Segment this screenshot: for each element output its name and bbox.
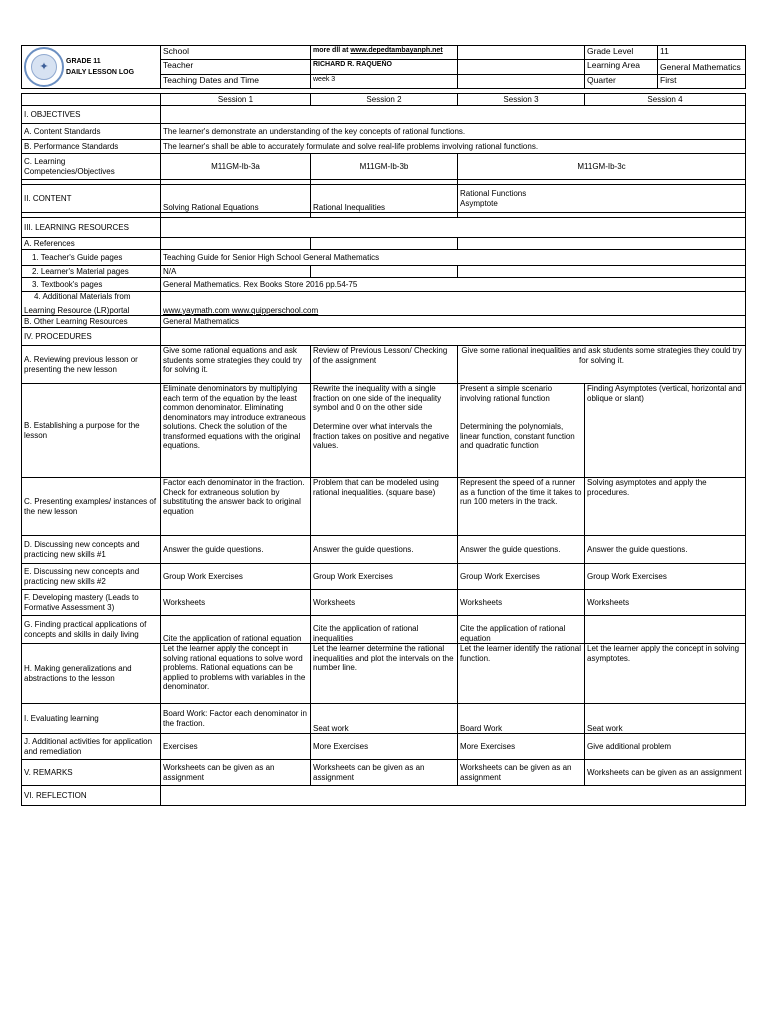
procedures-heading: IV. PROCEDURES <box>22 328 161 346</box>
objectives-heading-row <box>22 106 746 124</box>
header-row-school <box>22 46 746 60</box>
learners-material-label: 2. Learner's Material pages <box>22 266 161 278</box>
procedure-a-row <box>22 346 746 384</box>
grade-level-label: Grade Level <box>585 46 658 60</box>
log-title: DAILY LESSON LOG <box>66 69 135 76</box>
procedure-b-session-4: Finding Asymptotes (vertical, horizontal and oblique or slant) <box>585 384 746 478</box>
procedure-e-label: E. Discussing new concepts and practicing new skills #2 <box>22 564 161 590</box>
textbook-row <box>22 278 746 292</box>
procedure-i-session-1: Board Work: Factor each denominator in the fraction. <box>161 704 311 734</box>
competency-code-1: M11GM-Ib-3a <box>161 154 311 180</box>
school-link[interactable]: www.depedtambayanph.net <box>350 47 443 54</box>
procedure-e-session-1: Group Work Exercises <box>161 564 311 590</box>
references-row <box>22 238 746 250</box>
procedure-e-session-2: Group Work Exercises <box>311 564 458 590</box>
procedure-i-session-4: Seat work <box>585 704 746 734</box>
learners-material-row <box>22 266 746 278</box>
additional-materials-label: 4. Additional Materials from Learning Resource (LR)portal <box>22 292 161 316</box>
resources-heading: III. LEARNING RESOURCES <box>22 218 161 238</box>
reflection-label: VI. REFLECTION <box>22 786 161 806</box>
competency-code-2: M11GM-Ib-3b <box>311 154 458 180</box>
seal-emblem-icon: ✦ <box>31 54 57 80</box>
procedure-h-session-3: Let the learner identify the rational function. <box>458 644 585 704</box>
procedure-i-session-3: Board Work <box>458 704 585 734</box>
procedure-e-session-3: Group Work Exercises <box>458 564 585 590</box>
other-resources-row <box>22 316 746 328</box>
procedure-d-session-1: Answer the guide questions. <box>161 536 311 564</box>
procedure-d-session-4: Answer the guide questions. <box>585 536 746 564</box>
remarks-session-1: Worksheets can be given as an assignment <box>161 760 311 786</box>
other-resources-value: General Mathematics <box>161 316 746 328</box>
procedure-a-session-2: Review of Previous Lesson/ Checking of the assignment <box>311 346 458 384</box>
procedure-a-session-3-4: Give some rational inequalities and ask students some strategies they could try for solving it. <box>458 346 746 384</box>
dates-value: week 3 <box>311 74 458 88</box>
daily-lesson-log <box>21 45 745 806</box>
content-session-3: Rational Functions Asymptote <box>458 185 746 213</box>
content-standards-row <box>22 124 746 140</box>
procedure-a-label: A. Reviewing previous lesson or presenting the new lesson <box>22 346 161 384</box>
content-row <box>22 185 746 213</box>
procedure-f-label: F. Developing mastery (Leads to Formative Assessment 3) <box>22 590 161 616</box>
lesson-log-table <box>21 45 746 806</box>
procedure-d-session-2: Answer the guide questions. <box>311 536 458 564</box>
dates-label: Teaching Dates and Time <box>161 74 311 88</box>
procedure-f-session-2: Worksheets <box>311 590 458 616</box>
textbook-label: 3. Textbook's pages <box>22 278 161 292</box>
learning-area-label: Learning Area <box>585 60 658 74</box>
procedure-g-session-2: Cite the application of rational inequalities <box>311 616 458 644</box>
grade-level-value: 11 <box>658 46 746 60</box>
references-label: A. References <box>22 238 161 250</box>
textbook-value: General Mathematics. Rex Books Store 2016 pp.54-75 <box>161 278 746 292</box>
procedure-i-label: I. Evaluating learning <box>22 704 161 734</box>
procedure-d-label: D. Discussing new concepts and practicing new skills #1 <box>22 536 161 564</box>
teachers-guide-value: Teaching Guide for Senior High School General Mathematics <box>161 250 746 266</box>
procedure-b-session-2: Rewrite the inequality with a single fraction on one side of the inequality symbol and 0 on the other side Determine over what intervals the fraction takes on positive and negative values. <box>311 384 458 478</box>
teacher-value: RICHARD R. RAQUEÑO <box>311 60 458 74</box>
competencies-row <box>22 154 746 180</box>
procedure-e-session-4: Group Work Exercises <box>585 564 746 590</box>
learning-area-value: General Mathematics <box>658 60 746 74</box>
procedure-h-row <box>22 644 746 704</box>
procedure-f-row <box>22 590 746 616</box>
procedure-j-session-3: More Exercises <box>458 734 585 760</box>
session-3-header: Session 3 <box>458 94 585 106</box>
procedure-j-session-4: Give additional problem <box>585 734 746 760</box>
content-standards-label: A. Content Standards <box>22 124 161 140</box>
performance-standards-value: The learner's shall be able to accurately formulate and solve real-life problems involving rational functions. <box>161 140 746 154</box>
objectives-heading: I. OBJECTIVES <box>22 106 161 124</box>
procedure-b-session-3: Present a simple scenario involving rational function Determining the polynomials, linear function, constant function and quadratic function <box>458 384 585 478</box>
grade-title: GRADE 11 <box>66 58 101 65</box>
content-standards-value: The learner's demonstrate an understanding of the key concepts of rational functions. <box>161 124 746 140</box>
procedures-heading-row <box>22 328 746 346</box>
procedure-f-session-3: Worksheets <box>458 590 585 616</box>
quarter-value: First <box>658 74 746 88</box>
performance-standards-label: B. Performance Standards <box>22 140 161 154</box>
procedure-d-session-3: Answer the guide questions. <box>458 536 585 564</box>
procedure-a-session-1: Give some rational equations and ask students some strategies they could try for solving it. <box>161 346 311 384</box>
competencies-label: C. Learning Competencies/Objectives <box>22 154 161 180</box>
school-value: more dll at www.depedtambayanph.net <box>311 46 458 60</box>
content-label: II. CONTENT <box>22 185 161 213</box>
deped-seal-logo <box>24 47 64 87</box>
procedure-h-session-1: Let the learner apply the concept in solving rational equations to solve word problems. Rational equations can be applied to problems with variables in the denominator. <box>161 644 311 704</box>
teacher-label: Teacher <box>161 60 311 74</box>
procedure-c-label: C. Presenting examples/ instances of the new lesson <box>22 478 161 536</box>
procedure-d-row <box>22 536 746 564</box>
procedure-h-session-2: Let the learner determine the rational inequalities and plot the intervals on the number line. <box>311 644 458 704</box>
remarks-session-4: Worksheets can be given as an assignment <box>585 760 746 786</box>
session-4-header: Session 4 <box>585 94 746 106</box>
quarter-label: Quarter <box>585 74 658 88</box>
procedure-b-session-1: Eliminate denominators by multiplying each term of the equation by the least common denominator. Eliminating denominators may introduce extraneous solutions. Check the solution of the transformed equations with the original equations. <box>161 384 311 478</box>
remarks-row <box>22 760 746 786</box>
procedure-c-session-3: Represent the speed of a runner as a function of the time it takes to run 100 meters in the track. <box>458 478 585 536</box>
learners-material-value: N/A <box>161 266 311 278</box>
session-2-header: Session 2 <box>311 94 458 106</box>
procedure-f-session-4: Worksheets <box>585 590 746 616</box>
remarks-session-2: Worksheets can be given as an assignment <box>311 760 458 786</box>
content-session-2: Rational Inequalities <box>311 185 458 213</box>
procedure-e-row <box>22 564 746 590</box>
procedure-j-session-1: Exercises <box>161 734 311 760</box>
reflection-row <box>22 786 746 806</box>
procedure-g-label: G. Finding practical applications of concepts and skills in daily living <box>22 616 161 644</box>
procedure-c-session-2: Problem that can be modeled using rational inequalities. (square base) <box>311 478 458 536</box>
procedure-b-label: B. Establishing a purpose for the lesson <box>22 384 161 478</box>
teachers-guide-label: 1. Teacher's Guide pages <box>22 250 161 266</box>
competency-code-3: M11GM-Ib-3c <box>458 154 746 180</box>
procedure-j-label: J. Additional activities for application and remediation <box>22 734 161 760</box>
procedure-b-row <box>22 384 746 478</box>
remarks-label: V. REMARKS <box>22 760 161 786</box>
procedure-g-row <box>22 616 746 644</box>
procedure-i-session-2: Seat work <box>311 704 458 734</box>
sessions-row <box>22 94 746 106</box>
school-label: School <box>161 46 311 60</box>
procedure-f-session-1: Worksheets <box>161 590 311 616</box>
session-1-header: Session 1 <box>161 94 311 106</box>
additional-materials-value[interactable]: www.yaymath.com www.quipperschool.com <box>161 292 746 316</box>
procedure-h-label: H. Making generalizations and abstractions to the lesson <box>22 644 161 704</box>
header-logo-cell <box>22 46 161 89</box>
procedure-g-session-3: Cite the application of rational equation <box>458 616 585 644</box>
procedure-c-session-4: Solving asymptotes and apply the procedures. <box>585 478 746 536</box>
procedure-i-row <box>22 704 746 734</box>
procedure-j-session-2: More Exercises <box>311 734 458 760</box>
procedure-c-row <box>22 478 746 536</box>
resources-heading-row <box>22 218 746 238</box>
performance-standards-row <box>22 140 746 154</box>
content-session-1: Solving Rational Equations <box>161 185 311 213</box>
procedure-h-session-4: Let the learner apply the concept in solving asymptotes. <box>585 644 746 704</box>
procedure-g-session-1: Cite the application of rational equation <box>161 616 311 644</box>
teachers-guide-row <box>22 250 746 266</box>
additional-materials-row <box>22 292 746 316</box>
other-resources-label: B. Other Learning Resources <box>22 316 161 328</box>
procedure-c-session-1: Factor each denominator in the fraction. Check for extraneous solution by substituting the answer back to original equation <box>161 478 311 536</box>
remarks-session-3: Worksheets can be given as an assignment <box>458 760 585 786</box>
procedure-j-row <box>22 734 746 760</box>
